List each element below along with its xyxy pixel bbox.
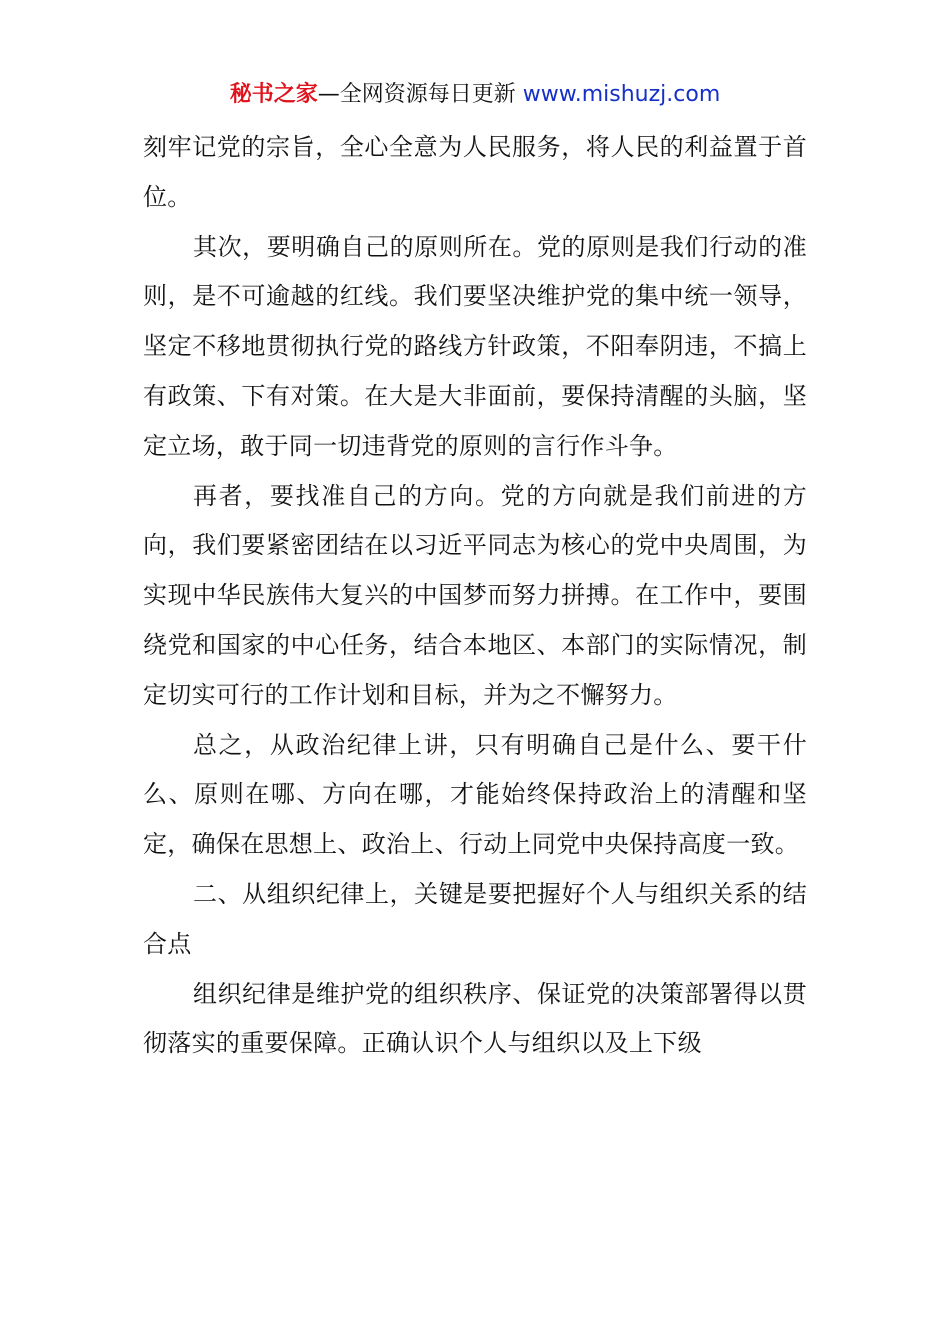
- paragraph: 其次，要明确自己的原则所在。党的原则是我们行动的准则，是不可逾越的红线。我们要坚决维护党的集中统一领导，坚定不移地贯彻执行党的路线方针政策，不阳奉阴违，不搞上有政策、下有对策。在大是大非面前，要保持清醒的头脑，坚定立场，敢于同一切违背党的原则的言行作斗争。: [143, 232, 807, 460]
- site-slogan: —全网资源每日更新: [317, 82, 523, 107]
- site-header: [0, 80, 950, 110]
- paragraph: 再者，要找准自己的方向。党的方向就是我们前进的方向，我们要紧密团结在以习近平同志为核心的党中央周围，为实现中华民族伟大复兴的中国梦而努力拼搏。在工作中，要围绕党和国家的中心任务，结合本地区、本部门的实际情况，制定切实可行的工作计划和目标，并为之不懈努力。: [143, 481, 807, 709]
- section-heading: 二、从组织纪律上，关键是要把握好个人与组织关系的结合点: [143, 879, 807, 958]
- paragraph: 刻牢记党的宗旨，全心全意为人民服务，将人民的利益置于首位。: [143, 133, 807, 211]
- site-url-link[interactable]: www.mishuzj.com: [522, 82, 721, 107]
- paragraph: 总之，从政治纪律上讲，只有明确自己是什么、要干什么、原则在哪、方向在哪，才能始终保持政治上的清醒和坚定，确保在思想上、政治上、行动上同党中央保持高度一致。: [143, 730, 807, 859]
- document-body: [143, 123, 807, 1069]
- paragraph: 组织纪律是维护党的组织秩序、保证党的决策部署得以贯彻落实的重要保障。正确认识个人与组织以及上下级: [143, 979, 807, 1058]
- site-brand: 秘书之家: [229, 82, 318, 107]
